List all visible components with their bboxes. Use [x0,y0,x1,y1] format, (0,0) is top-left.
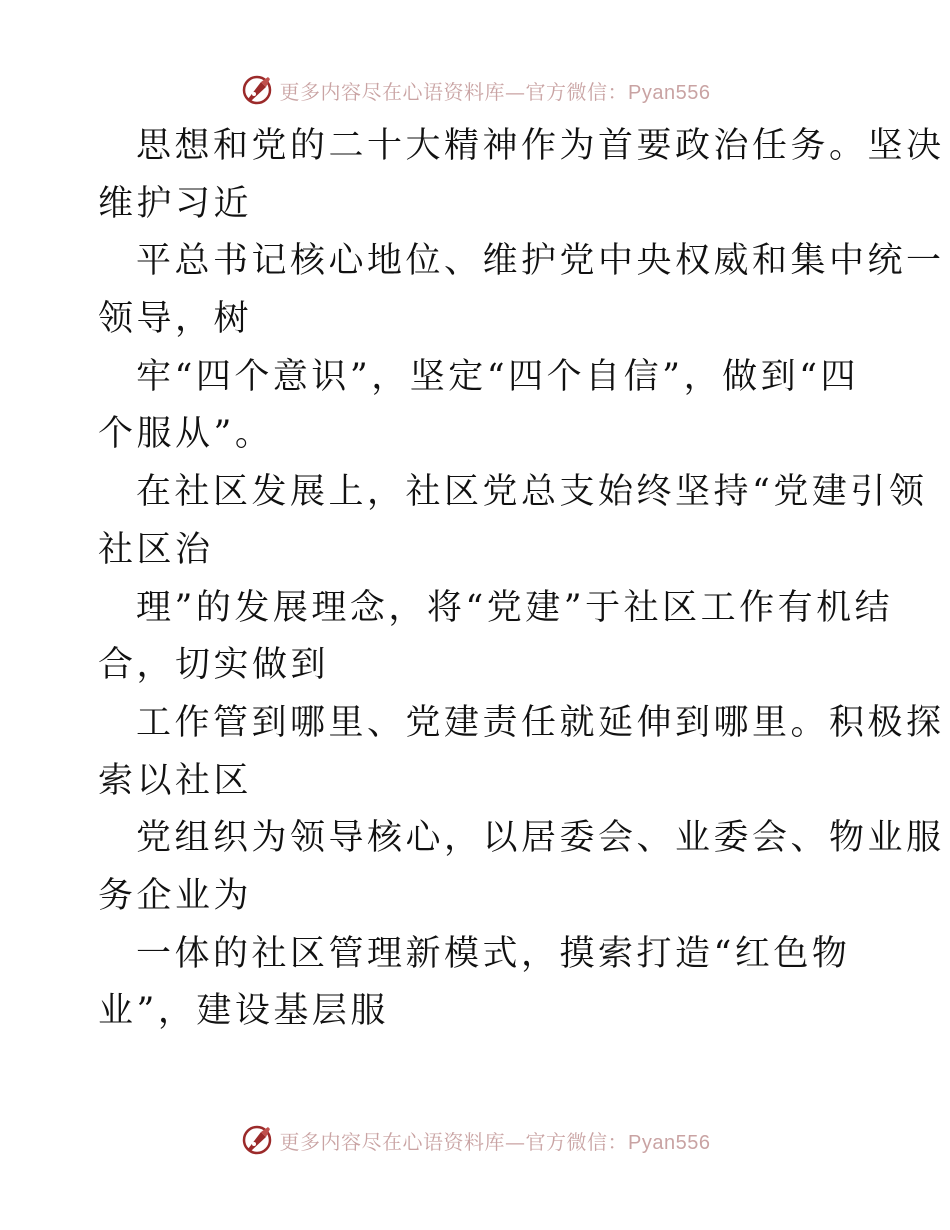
body-text-line: 业”，建设基层服 [98,991,389,1032]
header-banner-label: 更多内容尽在心语资料库—官方微信： [279,79,629,104]
document-body [98,118,945,1041]
header-banner [0,68,950,112]
body-text-line: 一体的社区管理新模式，摸索打造“红色物 [136,933,851,974]
body-text-line: 合，切实做到 [98,645,330,686]
body-text-line: 平总书记核心地位、维护党中央权威和集中统一 [136,241,945,282]
body-text-line: 个服从”。 [98,414,274,455]
body-text-line: 维护习近 [98,183,253,224]
body-text-line: 工作管到哪里、党建责任就延伸到哪里。积极探 [136,702,945,743]
body-text-line: 索以社区 [98,760,253,801]
body-text-line: 党组织为领导核心，以居委会、业委会、物业服 [136,818,945,859]
pen-nib-logo-icon [240,73,274,107]
body-text-line: 理”的发展理念，将“党建”于社区工作有机结 [136,587,894,628]
footer-banner-label: 更多内容尽在心语资料库—官方微信： [279,1129,629,1154]
pen-nib-logo-icon [240,1123,274,1157]
body-text-line: 务企业为 [98,875,253,916]
header-banner-text [280,76,711,105]
footer-banner-text [280,1126,711,1155]
body-text-line: 牢“四个意识”，坚定“四个自信”，做到“四 [136,356,859,397]
body-text-line: 领导，树 [98,299,253,340]
body-text-line: 社区治 [98,529,214,570]
body-text-line: 在社区发展上，社区党总支始终坚持“党建引领 [136,472,928,513]
header-wechat-id: Pyan556 [628,81,711,104]
footer-wechat-id: Pyan556 [628,1131,711,1154]
footer-banner [0,1118,950,1162]
body-text-line: 思想和党的二十大精神作为首要政治任务。坚决 [136,126,945,166]
